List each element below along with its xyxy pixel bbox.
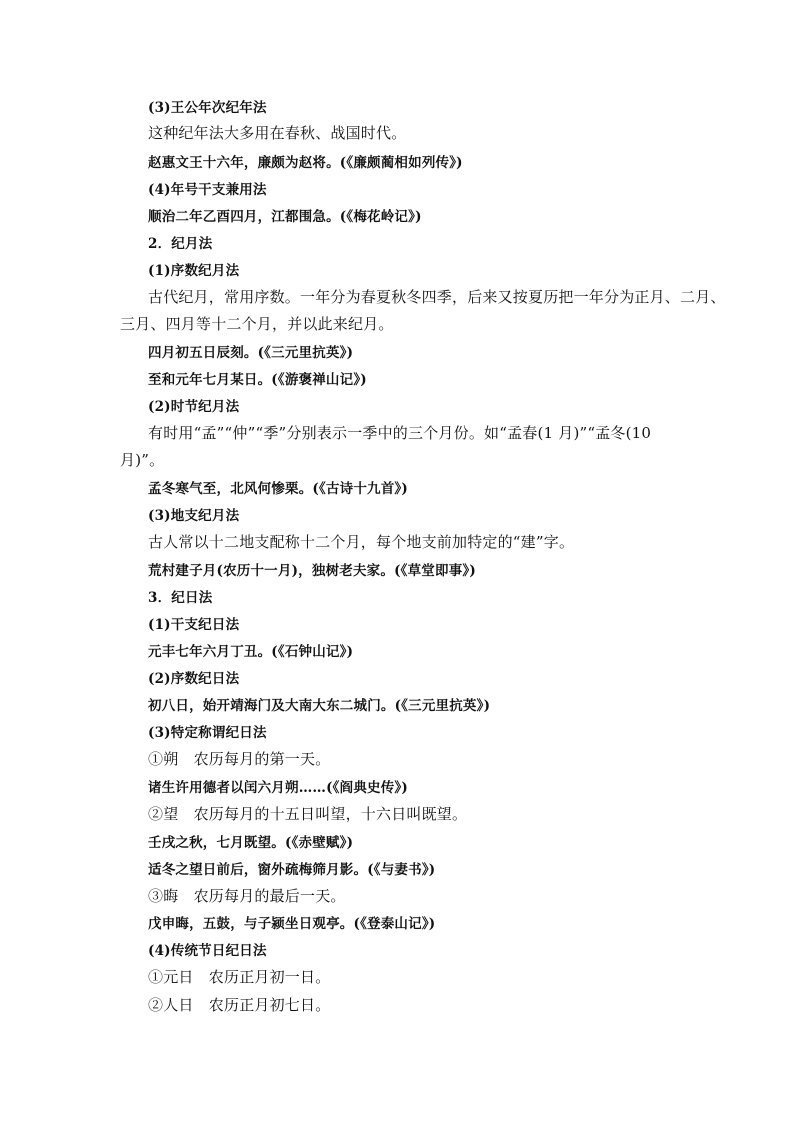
example-text: 初八日，始开靖海门及大南大东二城门。(《三元里抗英》)	[148, 698, 491, 714]
body-text: ①元日 农历正月初一日。	[148, 968, 331, 986]
example-text: 诸生许用德者以闰六月朔……(《阎典史传》)	[148, 780, 408, 796]
body-text: 有时用“孟”“仲”“季”分别表示一季中的三个月份。如“孟春(1 月)”“孟冬(10	[148, 424, 652, 442]
section-heading-month: 2．纪月法	[148, 236, 213, 252]
section-heading-day: 3．纪日法	[148, 590, 213, 606]
body-text: ②人日 农历正月初七日。	[148, 996, 331, 1014]
example-text: 荒村建子月(农历十一月)，独树老夫家。(《草堂即事》)	[148, 563, 476, 579]
heading-festival-day: (4)传统节日纪日法	[148, 943, 267, 959]
example-text: 壬戌之秋，七月既望。(《赤壁赋》)	[148, 835, 354, 851]
heading-special-day: (3)特定称谓纪日法	[148, 725, 267, 741]
example-text: 孟冬寒气至，北风何惨栗。(《古诗十九首》)	[148, 481, 408, 497]
example-text: 顺治二年乙酉四月，江都围急。(《梅花岭记》)	[148, 209, 422, 225]
heading-ordinal-month: (1)序数纪月法	[148, 263, 240, 279]
body-text-continued: 三月、四月等十二个月，并以此来纪月。	[120, 315, 394, 333]
example-text: 至和元年七月某日。(《游褒禅山记》)	[148, 372, 367, 388]
example-text: 戊申晦，五鼓，与子颍坐日观亭。(《登泰山记》)	[148, 916, 436, 932]
body-text: ①朔 农历每月的第一天。	[148, 750, 331, 768]
body-text: ③晦 农历每月的最后一天。	[148, 887, 346, 905]
body-text: 古人常以十二地支配称十二个月，每个地支前加特定的“建”字。	[148, 533, 575, 551]
heading-branch-month: (3)地支纪月法	[148, 508, 240, 524]
heading-wanggong-method: (3)王公年次纪年法	[148, 100, 267, 116]
body-text-continued: 月)”。	[120, 451, 165, 469]
example-text: 适冬之望日前后，窗外疏梅筛月影。(《与妻书》)	[148, 862, 436, 878]
example-text: 赵惠文王十六年，廉颇为赵将。(《廉颇蔺相如列传》)	[148, 155, 463, 171]
example-text: 四月初五日辰刻。(《三元里抗英》)	[148, 345, 354, 361]
body-text: 这种纪年法大多用在春秋、战国时代。	[148, 124, 407, 142]
heading-season-month: (2)时节纪月法	[148, 399, 240, 415]
example-text: 元丰七年六月丁丑。(《石钟山记》)	[148, 644, 354, 660]
heading-ordinal-day: (2)序数纪日法	[148, 671, 240, 687]
body-text: 古代纪月，常用序数。一年分为春夏秋冬四季，后来又按夏历把一年分为正月、二月、	[148, 288, 726, 306]
body-text: ②望 农历每月的十五日叫望，十六日叫既望。	[148, 805, 468, 823]
heading-reign-ganzhi-method: (4)年号干支兼用法	[148, 182, 267, 198]
heading-ganzhi-day: (1)干支纪日法	[148, 617, 240, 633]
